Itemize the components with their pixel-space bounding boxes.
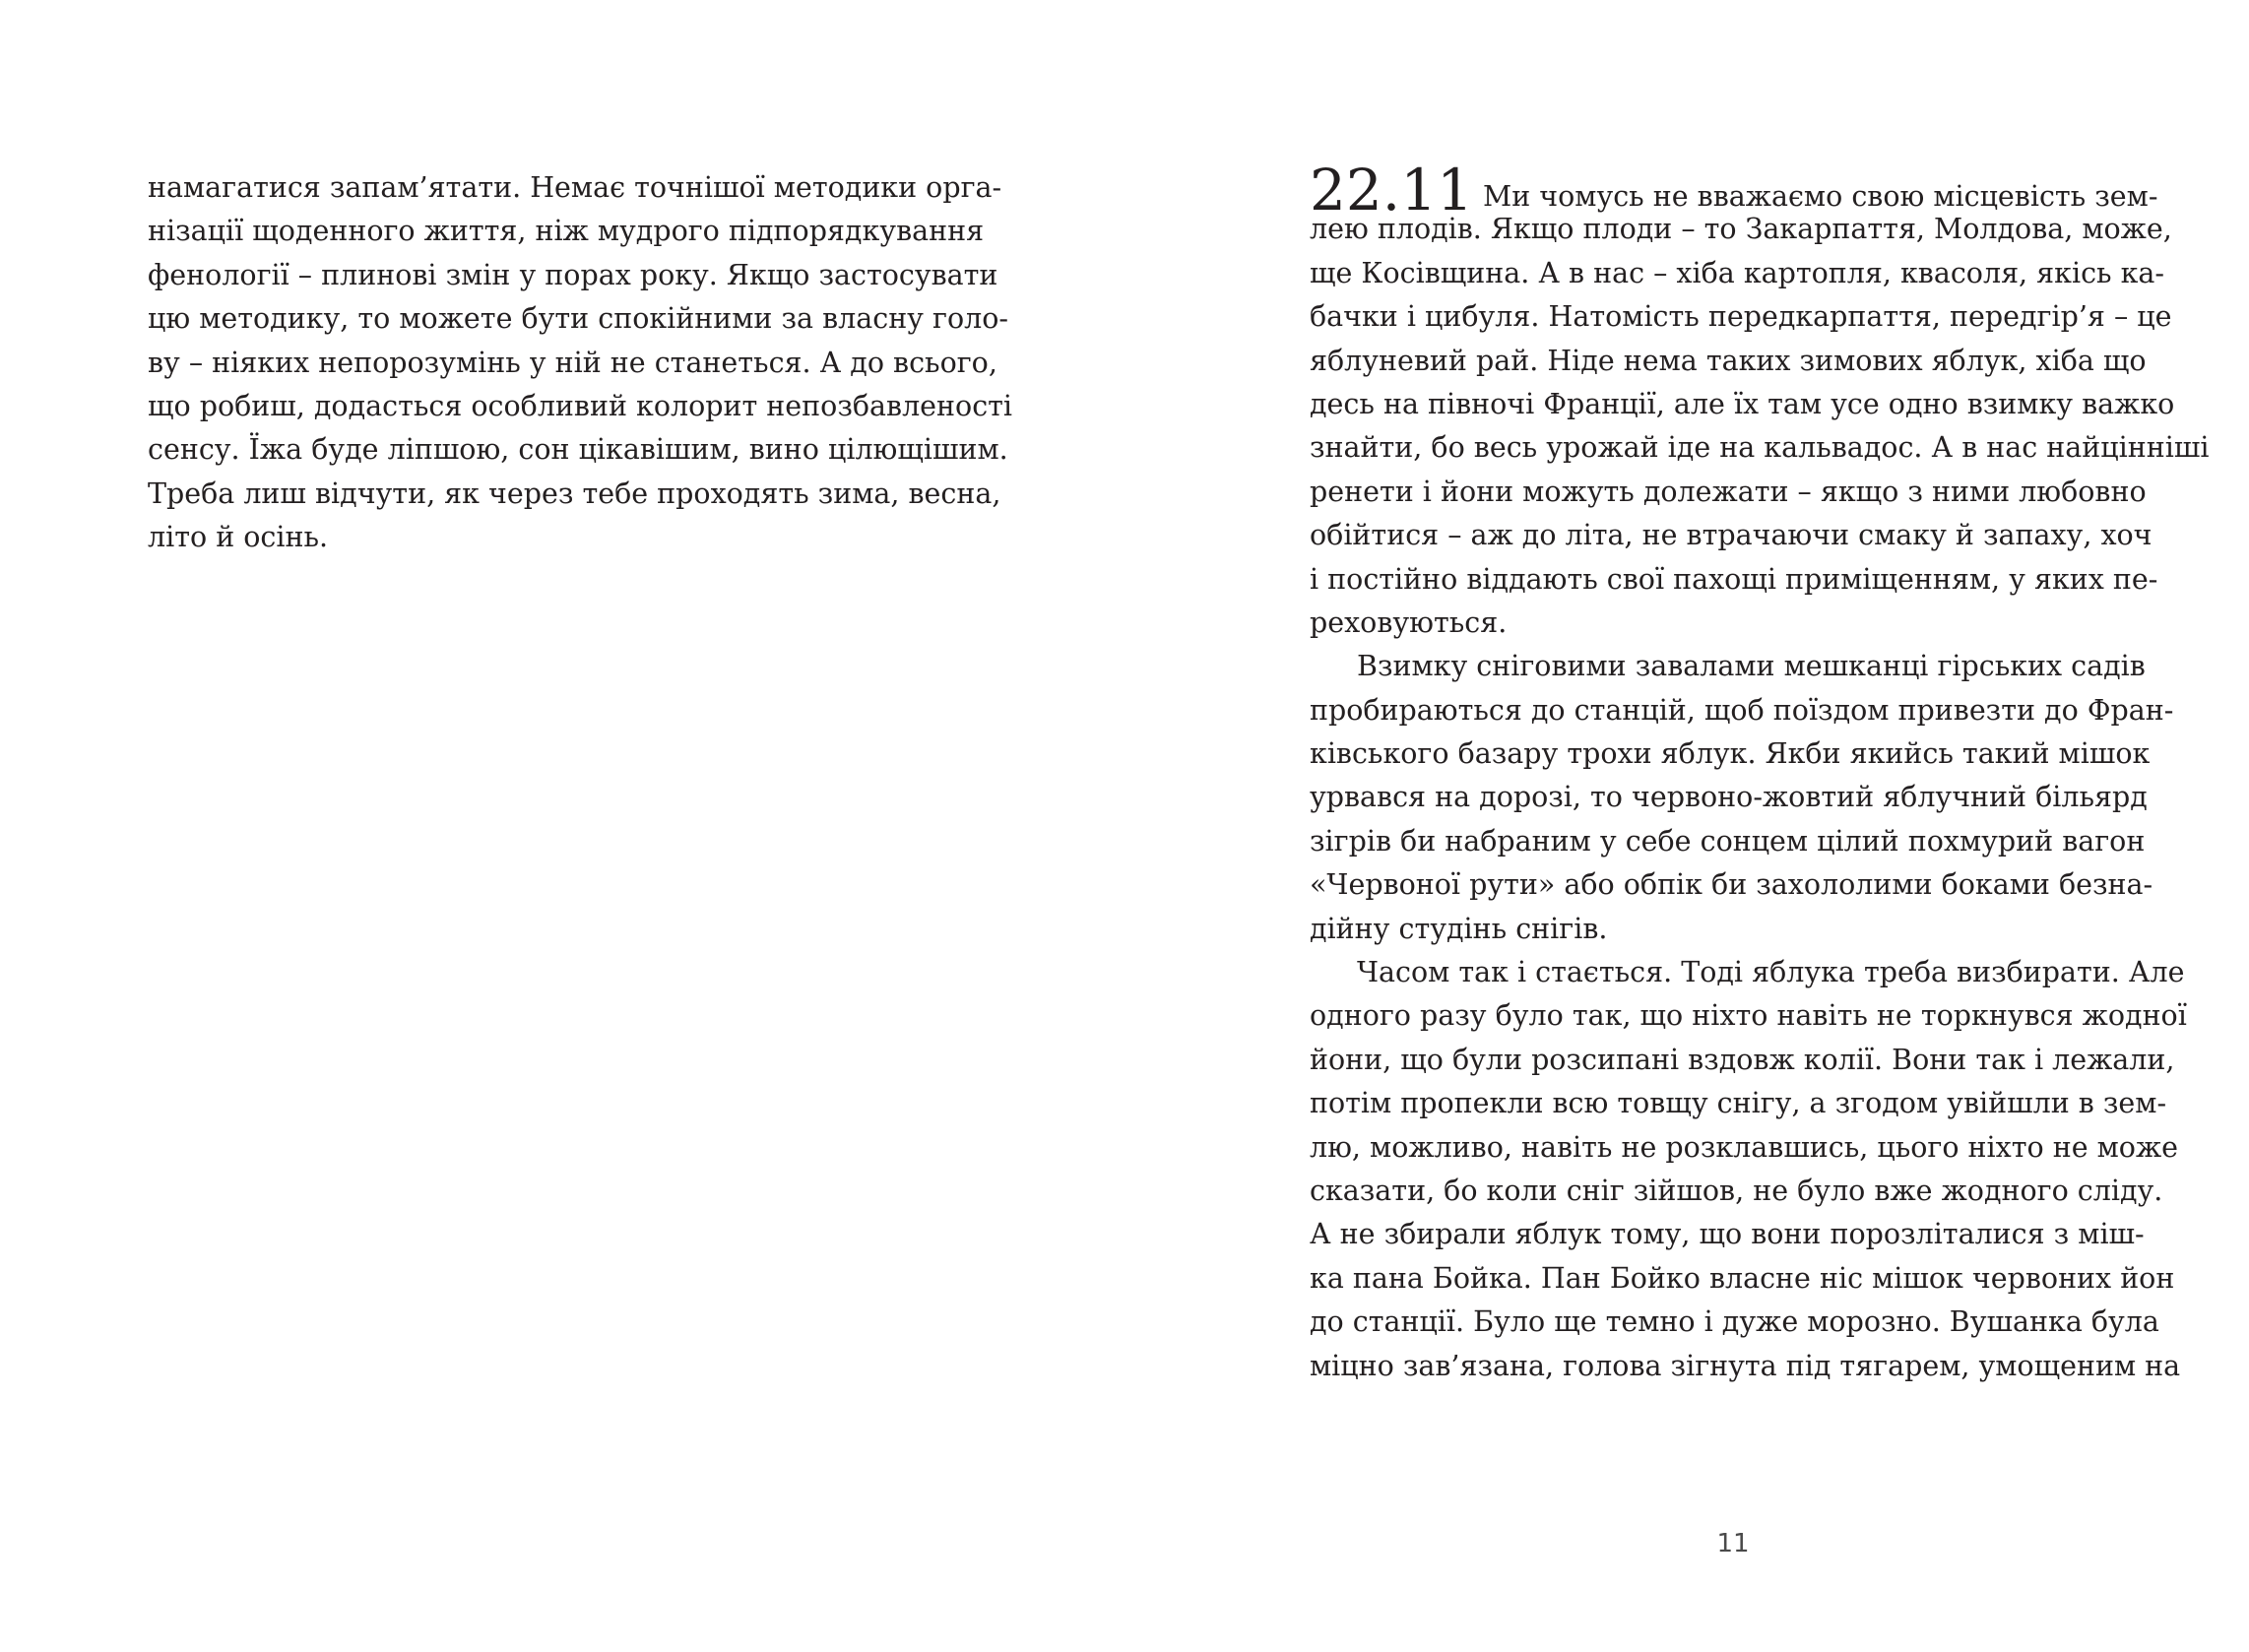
text-line: знайти, бо весь урожай іде на кальвадос. А в нас найцінніші bbox=[1310, 431, 2210, 465]
entry-date: 22.11 bbox=[1310, 157, 1474, 223]
text-line: ренети і йони можуть долежати – якщо з ними любовно bbox=[1310, 475, 2147, 508]
text-line: міцно зав’язана, голова зігнута під тягарем, умощеним на bbox=[1310, 1349, 2181, 1382]
right-page-text bbox=[1310, 157, 2210, 1388]
text-line: Треба лиш відчути, як через тебе проходять зима, весна, bbox=[148, 477, 1001, 510]
left-page bbox=[0, 0, 1124, 1652]
text-line: лею плодів. Якщо плоди – то Закарпаття, Молдова, може, bbox=[1310, 213, 2172, 246]
left-page-text bbox=[148, 166, 1013, 560]
text-line: ка пана Бойка. Пан Бойко власне ніс мішок червоних йон bbox=[1310, 1261, 2175, 1295]
right-page bbox=[1124, 0, 2249, 1652]
text-line: одного разу було так, що ніхто навіть не торкнувся жодної bbox=[1310, 999, 2187, 1033]
text-line: потім пропекли всю товщу снігу, а згодом увійшли в зем- bbox=[1310, 1087, 2167, 1120]
entry-first-line bbox=[1310, 157, 2158, 223]
text-line: цю методику, то можете бути спокійними за власну голо- bbox=[148, 302, 1008, 336]
text-line: Часом так і стається. Тоді яблука треба визбирати. Але bbox=[1357, 956, 2185, 989]
text-line: і постійно віддають свої пахощі приміщенням, у яких пе- bbox=[1310, 562, 2158, 596]
text-line: обійтися – аж до літа, не втрачаючи смаку й запаху, хоч bbox=[1310, 519, 2153, 552]
text-line: що робиш, додасться особливий колорит непозбавленості bbox=[148, 389, 1013, 422]
text-line: ківського базару трохи яблук. Якби якийсь такий мішок bbox=[1310, 737, 2151, 771]
text-line: ще Косівщина. А в нас – хіба картопля, квасоля, якісь ка- bbox=[1310, 256, 2165, 289]
page-number: 11 bbox=[1716, 1529, 1750, 1558]
text-line: літо й осінь. bbox=[148, 521, 329, 554]
text-line: бачки і цибуля. Натомість передкарпаття, передгір’я – це bbox=[1310, 300, 2172, 334]
text-line: нізації щоденного життя, ніж мудрого підпорядкування bbox=[148, 215, 985, 248]
text-line: ву – ніяких непорозумінь у ній не станеться. А до всього, bbox=[148, 346, 997, 379]
text-line: зігрів би набраним у себе сонцем цілий похмурий вагон bbox=[1310, 824, 2146, 858]
text-line: намагатися запам’ятати. Немає точнішої методики орга- bbox=[148, 171, 1002, 204]
text-line: Взимку сніговими завалами мешканці гірських садів bbox=[1357, 650, 2146, 683]
text-line: яблуневий рай. Ніде нема таких зимових яблук, хіба що bbox=[1310, 344, 2147, 377]
text-line: сенсу. Їжа буде ліпшою, сон цікавішим, вино цілющішим. bbox=[148, 433, 1008, 467]
text-line: фенології – плинові змін у порах року. Якщо застосувати bbox=[148, 258, 998, 291]
text-line: «Червоної рути» або обпік би захололими боками безна- bbox=[1310, 868, 2153, 902]
text-line: до станції. Було ще темно і дуже морозно. Вушанка була bbox=[1310, 1305, 2159, 1339]
text-line: урвався на дорозі, то червоно-жовтий яблучний більярд bbox=[1310, 781, 2148, 814]
text-line: дійну студінь снігів. bbox=[1310, 912, 1608, 945]
text-line: реховуються. bbox=[1310, 605, 1508, 639]
text-line: десь на півночі Франції, але їх там усе одно взимку важко bbox=[1310, 387, 2175, 420]
text-line: лю, можливо, навіть не розклавшись, цього ніхто не може bbox=[1310, 1130, 2179, 1164]
text-line: йони, що були розсипані вздовж колії. Вони так і лежали, bbox=[1310, 1043, 2175, 1076]
text-line: сказати, бо коли сніг зійшов, не було вже жодного сліду. bbox=[1310, 1174, 2163, 1207]
text-line: пробираються до станцій, щоб поїздом привезти до Фран- bbox=[1310, 693, 2174, 727]
text-line: Ми чомусь не вважаємо свою місцевість зем- bbox=[1483, 180, 2158, 213]
text-line: А не збирали яблук тому, що вони порозліталися з міш- bbox=[1310, 1218, 2145, 1251]
